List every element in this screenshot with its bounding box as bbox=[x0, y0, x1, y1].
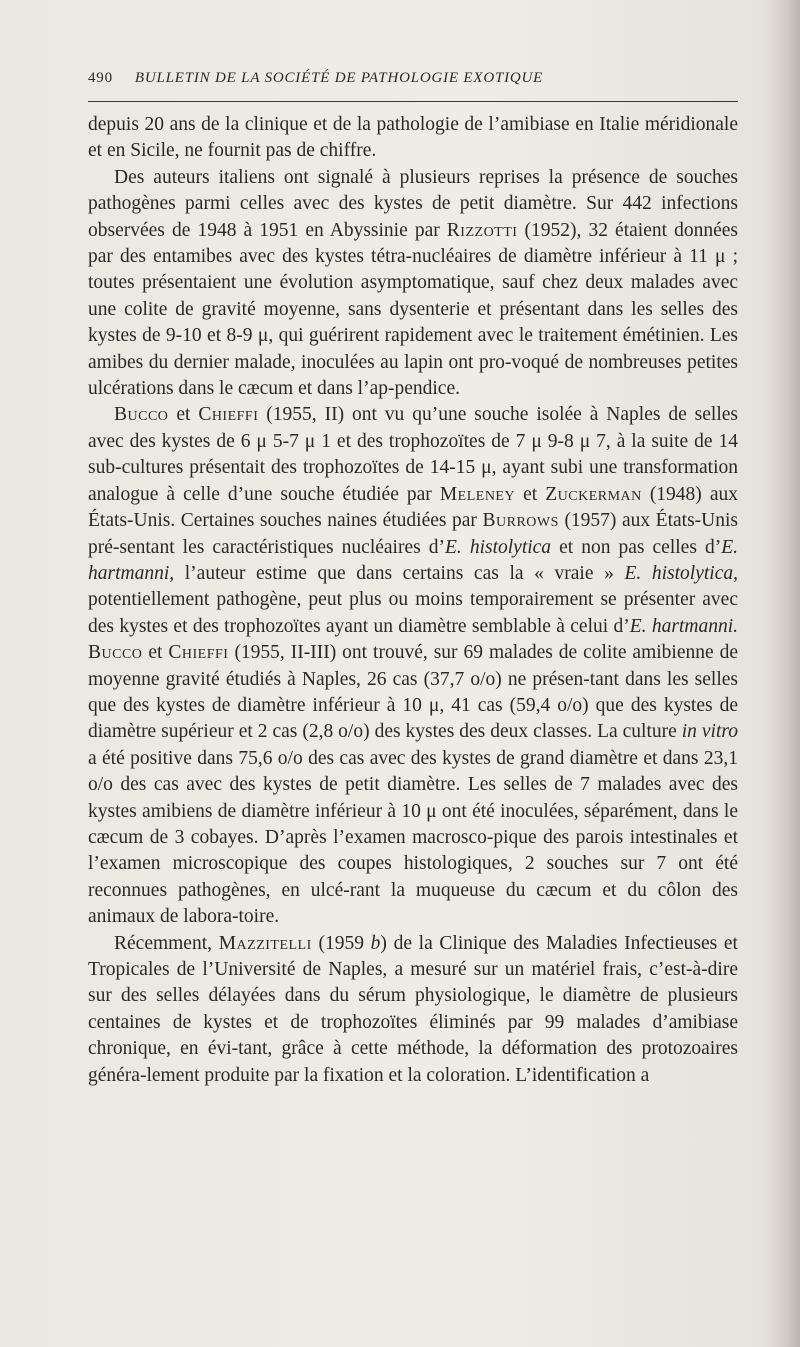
header-rule bbox=[88, 101, 738, 102]
article-body bbox=[88, 112, 738, 1089]
author-name: Chieffi bbox=[168, 642, 229, 664]
page-number: 490 bbox=[88, 70, 113, 86]
text-run: depuis 20 ans de la clinique et de la pathologie de l’amibiase en Italie méridionale et en Sicile, ne fournit pas de chiffre. bbox=[88, 114, 738, 162]
paragraph-3 bbox=[88, 402, 738, 930]
species-name: E. histolytica bbox=[445, 536, 552, 558]
text-run: (1957) aux États-Unis pré-sentant les caractéristiques nucléaires d’ bbox=[88, 510, 739, 558]
author-name: Meleney bbox=[439, 483, 516, 505]
latin-phrase: in vitro bbox=[681, 721, 738, 743]
text-run: et bbox=[515, 483, 546, 505]
text-run: (1948) aux États-Unis. Certaines souches naines étudiées par bbox=[88, 483, 738, 532]
citation-letter: b bbox=[370, 932, 381, 954]
text-run: l’auteur estime que dans certains cas la « vraie » bbox=[174, 562, 625, 584]
text-run: ) de la Clinique des Maladies Infectieuses et Tropicales de l’Université de Naples, a mesuré sur un matériel frais, c’est-à-dire sur des selles délayées dans du sérum physiologique, le diamètre de plusieurs centaines de kystes et de trophozoïtes éliminés par 99 malades d’amibiase chronique, en évi-tant, grâce à cette méthode, la déformation des protozoaires généra-lement produite par la fixation et la coloration. L’identification a bbox=[88, 932, 738, 1086]
species-name: E. hartmanni, bbox=[88, 536, 738, 584]
text-run: potentiellement pathogène, peut plus ou moins temporairement se présenter avec des kystes et des trophozoïtes ayant un diamètre semblable à celui d’ bbox=[88, 589, 738, 637]
text-run: Récemment, bbox=[114, 932, 219, 954]
paragraph-1 bbox=[88, 112, 738, 165]
author-name: Bucco bbox=[114, 404, 169, 426]
paragraph-2 bbox=[88, 165, 738, 403]
text-run: (1955, II-III) ont trouvé, sur 69 malades de colite amibienne de moyenne gravité étudiés à Naples, 26 cas (37,7 o/o) ne présen-tant dans les selles que des kystes de diamètre inférieur à 10 μ, 41 cas (59,4 o/o) que des kystes de diamètre supérieur et 2 cas (2,8 o/o) des kystes des deux classes. La culture bbox=[88, 642, 739, 743]
page-edge-shadow bbox=[766, 0, 800, 1347]
text-run: et non pas celles d’ bbox=[551, 536, 722, 558]
running-head bbox=[88, 70, 738, 87]
journal-title: BULLETIN DE LA SOCIÉTÉ DE PATHOLOGIE EXOTIQUE bbox=[134, 70, 544, 86]
author-name: Rizzotti bbox=[446, 219, 518, 241]
author-name: Mazzitelli bbox=[218, 932, 312, 954]
text-run: (1959 bbox=[311, 932, 371, 954]
text-run: (1952), 32 étaient données par des entamibes avec des kystes tétra-nucléaires de diamètre inférieur à 11 μ ; toutes présentaient une évolution asymptomatique, sauf chez deux malades avec une colite de gravité moyenne, sans dysenterie et présentant dans les selles des kystes de 9-10 et 8-9 μ, qui guérirent rapidement avec le traitement émétinien. Les amibes du dernier malade, inoculées au lapin ont pro-voqué de nombreuses petites ulcérations dans le cæcum et dans l’ap-pendice. bbox=[88, 219, 738, 400]
text-run: Des auteurs italiens ont signalé à plusieurs reprises la présence de souches pathogènes parmi celles avec des kystes de petit diamètre. Sur 442 infections observées de 1948 à 1951 en Abyssinie par bbox=[88, 166, 738, 241]
text-run: a été positive dans 75,6 o/o des cas avec des kystes de grand diamètre et dans 23,1 o/o des cas avec des kystes de petit diamètre. Les selles de 7 malades avec des kystes amibiens de diamètre inférieur à 10 μ ont été inoculées, séparément, dans le cæcum de 3 cobayes. D’après l’examen macrosco-pique des parois intestinales et l’examen microscopique des coupes histologiques, 2 souches sur 7 ont été reconnues pathogènes, en ulcé-rant la muqueuse du cæcum et du côlon des animaux de labora-toire. bbox=[88, 747, 738, 928]
author-name: Zuckerman bbox=[545, 483, 642, 505]
species-name: E. hartmanni. bbox=[629, 615, 739, 637]
paragraph-4 bbox=[88, 931, 738, 1089]
author-name: Burrows bbox=[482, 510, 559, 532]
text-run: et bbox=[168, 404, 199, 426]
species-name: E. histolytica, bbox=[624, 562, 738, 584]
text-run: (1955, II) ont vu qu’une souche isolée à Naples de selles avec des kystes de 6 μ 5-7 μ 1 et des trophozoïtes de 7 μ 9-8 μ 7, à la suite de 14 sub-cultures présentait des trophozoïtes de 14-15 μ, ayant subi une transformation analogue à celle d’une souche étudiée par bbox=[88, 404, 738, 505]
text-run: et bbox=[142, 642, 169, 664]
author-name: Bucco bbox=[88, 642, 143, 664]
author-name: Chieffi bbox=[198, 404, 259, 426]
